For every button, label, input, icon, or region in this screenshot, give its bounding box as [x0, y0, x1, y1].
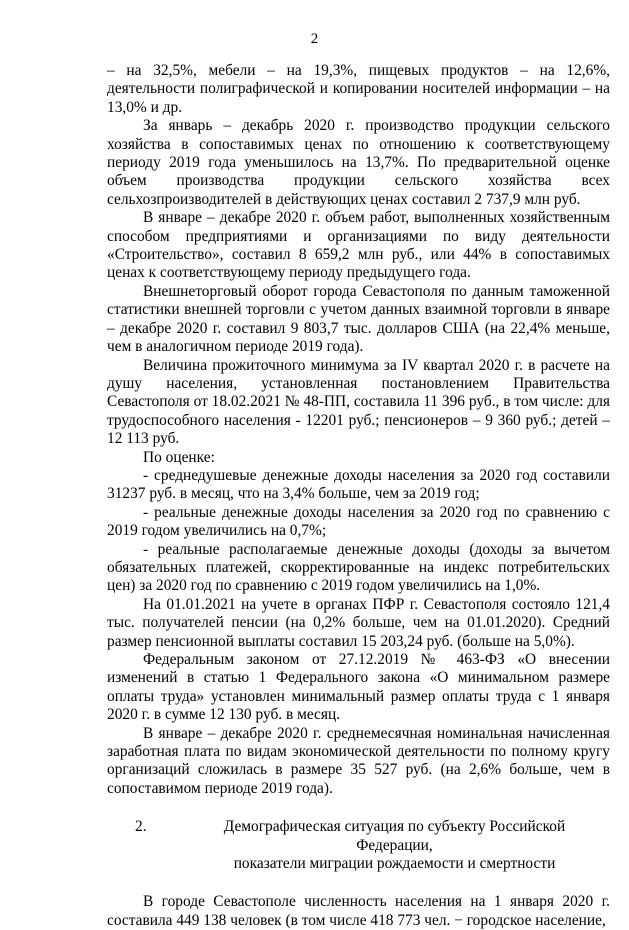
document-body: [107, 62, 610, 930]
paragraph-industry-continued: – на 32,5%, мебели – на 19,3%, пищевых продуктов – на 12,6%, деятельности полиграфической и копировании носителей информации – на 13,0% и др.: [107, 62, 610, 116]
paragraph-pensions: На 01.01.2021 на учете в органах ПФР г. Севастополя состояло 121,4 тыс. получателей пенсии (на 0,2% больше, чем на 01.01.2020). Средний размер пенсионной выплаты составил 15 203,24 руб. (больше на 5,0%).: [107, 595, 610, 650]
section-heading: [107, 818, 610, 873]
page-number: 2: [310, 31, 319, 47]
paragraph-agriculture: За январь – декабрь 2020 г. производство продукции сельского хозяйства в сопоставимых ценах по отношению к соответствующему периоду 2019 года уменьшилось на 13,7%. По предварительной оценке объем производства продукции сельского хозяйства всех сельхозпроизводителей в действующих ценах составил 2 737,9 млн руб.: [107, 117, 610, 208]
paragraph-foreign-trade: Внешнеторговый оборот города Севастополя по данным таможенной статистики внешней торговли с учетом данных взаимной торговли в январе – декабре 2020 г. составил 9 803,7 тыс. долларов США (на 22,4% меньше, чем в аналогичном периоде 2019 года).: [107, 282, 610, 356]
section-title: [185, 818, 610, 873]
paragraph-average-salary: В январе – декабре 2020 г. среднемесячная номинальная начисленная заработная плата по видам экономической деятельности по полному кругу организаций сложилась в размере 35 527 руб. (на 2,6% больше, чем в сопоставимом периоде 2019 года).: [107, 724, 610, 797]
list-item-real-income: - реальные денежные доходы населения за 2020 год по сравнению с 2019 годом увеличились на 0,7%;: [107, 503, 610, 540]
list-item-disposable-income: - реальные располагаемые денежные доходы (доходы за вычетом обязательных платежей, скорректированные на индекс потребительских цен) за 2020 год по сравнению с 2019 годом увеличились на 1,0%.: [107, 540, 610, 595]
paragraph-construction: В январе – декабре 2020 г. объем работ, выполненных хозяйственным способом предприятиями и организациями по виду деятельности «Строительство», составил 8 659,2 млн руб., или 44% в сопоставимых ценах к соответствующему периоду предыдущего года.: [107, 209, 610, 282]
section-title-line-2: показатели миграции рождаемости и смертности: [233, 855, 556, 873]
section-number: 2.: [135, 818, 147, 836]
paragraph-estimate-intro: По оценке:: [143, 448, 215, 466]
paragraph-subsistence-minimum: Величина прожиточного минимума за IV квартал 2020 г. в расчете на душу населения, установленная постановлением Правительства Севастополя от 18.02.2021 № 48-ПП, составила 11 396 руб., в том числе: для трудоспособного населения - 12201 руб.; пенсионеров – 9 360 руб.; детей – 12 113 руб.: [107, 356, 610, 448]
paragraph-population: В городе Севастополе численность населения на 1 января 2020 г. составила 449 138 человек (в том числе 418 773 чел. − городское население,: [107, 893, 610, 929]
list-item-average-income: - среднедушевые денежные доходы населения за 2020 год составили 31237 руб. в месяц, что на 3,4% больше, чем за 2019 год;: [107, 466, 610, 503]
paragraph-minimum-wage: Федеральным законом от 27.12.2019 № 463-ФЗ «О внесении изменений в статью 1 Федерального закона «О минимальном размере оплаты труда» установлен минимальный размер оплаты труда с 1 января 2020 г. в сумме 12 130 руб. в месяц.: [107, 651, 610, 724]
section-title-line-1: Демографическая ситуация по субъекту Российской Федерации,: [223, 818, 566, 854]
